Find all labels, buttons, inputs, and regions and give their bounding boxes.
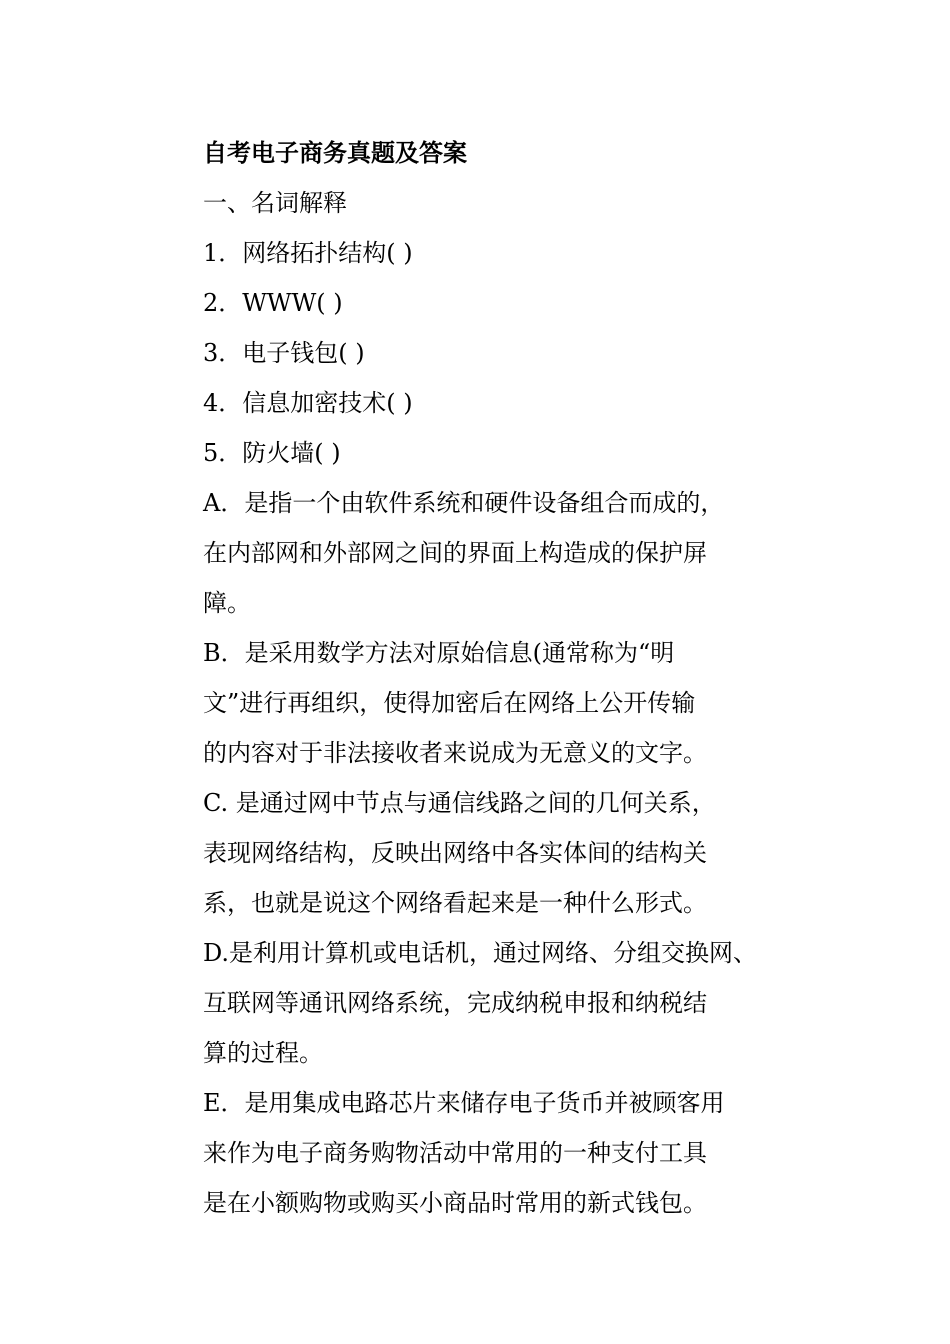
option-b-line-1: B．是采用数学方法对原始信息(通常称为“明 (203, 639, 675, 667)
document-body (203, 128, 763, 1228)
option-b-line-2: 文”进行再组织，使得加密后在网络上公开传输 (203, 689, 696, 717)
option-c-line-3: 系，也就是说这个网络看起来是一种什么形式。 (203, 889, 707, 917)
option-d-line-3: 算的过程。 (203, 1039, 323, 1067)
option-c-line-2: 表现网络结构，反映出网络中各实体间的结构关 (203, 839, 707, 867)
option-a-line-1: A．是指一个由软件系统和硬件设备组合而成的， (203, 489, 725, 517)
option-c-line-1: C. 是通过网中节点与通信线路之间的几何关系， (203, 789, 716, 817)
option-a-line-3: 障。 (203, 589, 251, 617)
document-title: 自考电子商务真题及答案 (203, 138, 467, 167)
option-e-line-1: E．是用集成电路芯片来储存电子货币并被顾客用 (203, 1089, 725, 1117)
option-d-line-2: 互联网等通讯网络系统，完成纳税申报和纳税结 (203, 989, 707, 1017)
term-item-1: 1．网络拓扑结构( ) (203, 239, 413, 267)
section-heading: 一、名词解释 (203, 189, 347, 217)
term-item-4: 4．信息加密技术( ) (203, 389, 413, 417)
term-item-2: 2．WWW( ) (203, 289, 343, 317)
term-item-3: 3．电子钱包( ) (203, 339, 365, 367)
option-a-line-2: 在内部网和外部网之间的界面上构造成的保护屏 (203, 539, 707, 567)
term-item-5: 5．防火墙( ) (203, 439, 341, 467)
option-e-line-2: 来作为电子商务购物活动中常用的一种支付工具 (203, 1139, 707, 1167)
option-d-line-1: D.是利用计算机或电话机，通过网络、分组交换网、 (203, 939, 758, 967)
option-e-line-3: 是在小额购物或购买小商品时常用的新式钱包。 (203, 1189, 707, 1217)
option-b-line-3: 的内容对于非法接收者来说成为无意义的文字。 (203, 739, 707, 767)
